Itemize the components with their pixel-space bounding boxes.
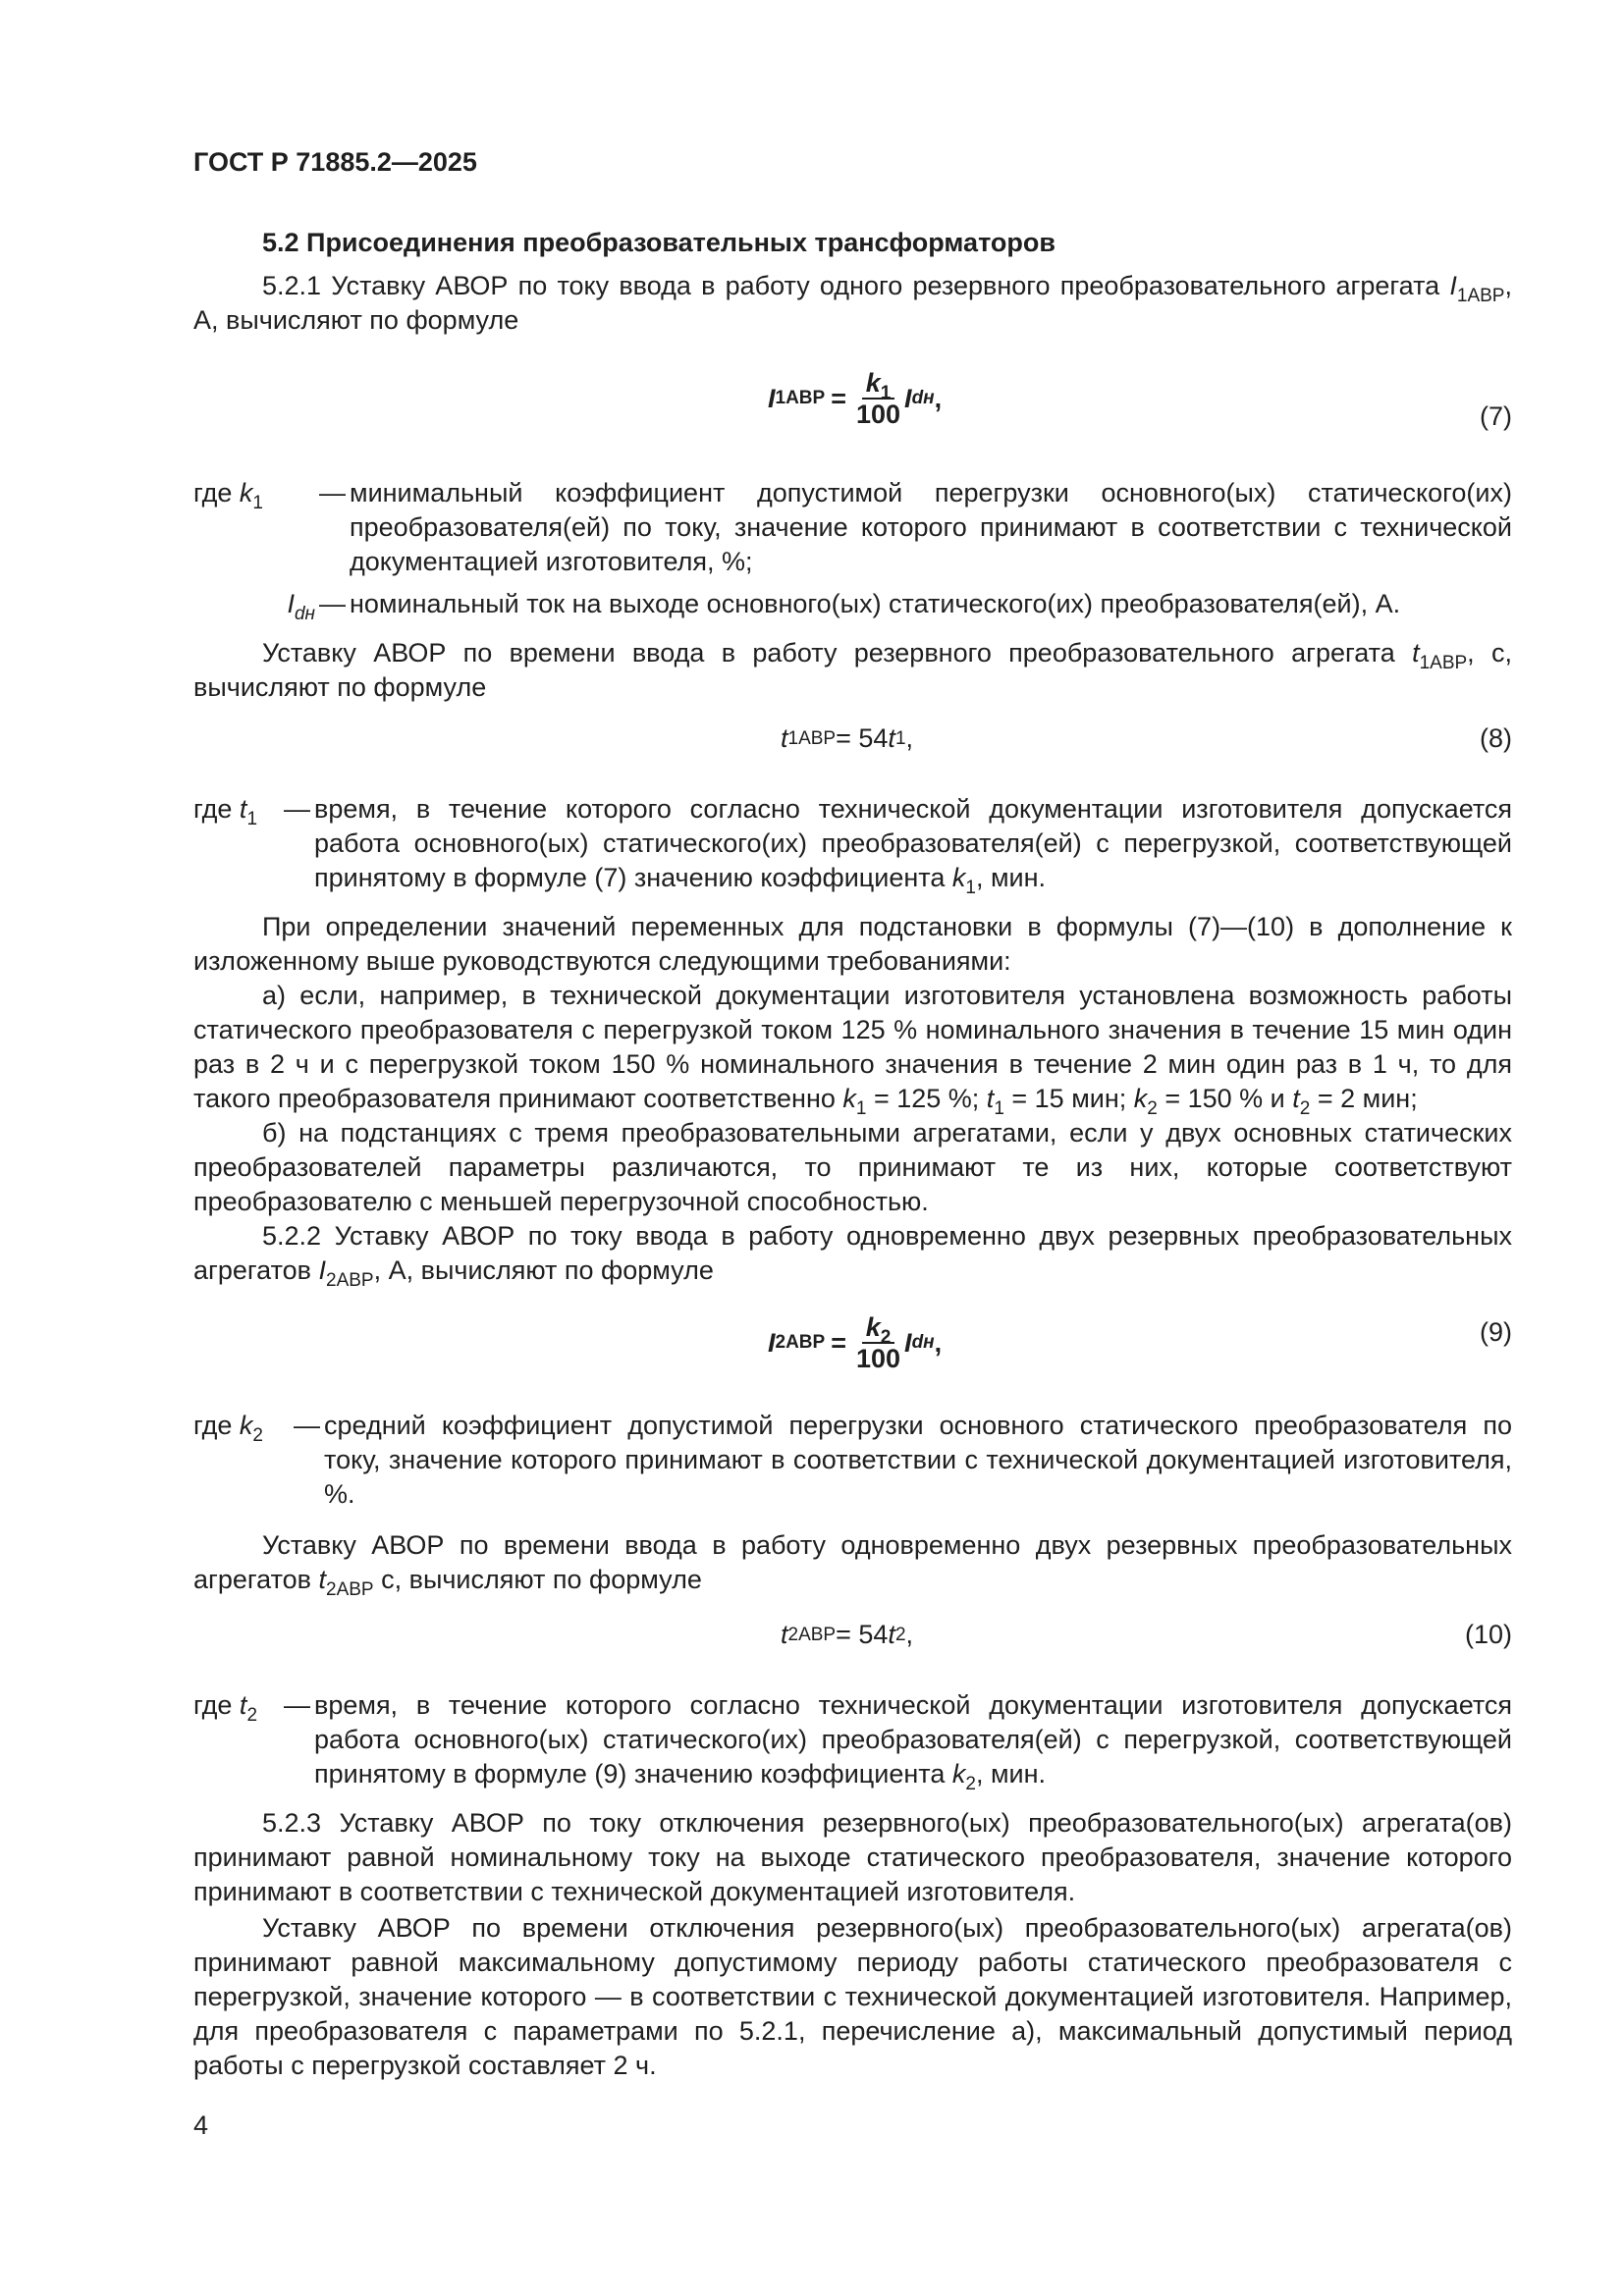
paragraph-time-1: Уставку АВОР по времени ввода в работу резервного преобразовательного агрегата $t_{1АВР}$, с, вычисляют по формуле bbox=[193, 638, 1512, 702]
paragraph-5-2-2: 5.2.2 Уставку АВОР по току ввода в работу одновременно двух резервных преобразовательных агрегатов $I_{2АВР}$, А, вычисляют по формуле bbox=[193, 1221, 1512, 1291]
where-block-9: где $k_2$ — средний коэффициент допустимой перегрузки основного статического преобразователя по току, значение которого принимают в соответствии с технической документацией изготовителя, %. bbox=[193, 1411, 1512, 1509]
section-title: 5.2 Присоединения преобразовательных трансформаторов bbox=[262, 228, 1056, 257]
formula-number-10: (10) bbox=[1464, 1620, 1512, 1649]
formula-8: t 1АВР = 54 t 1 , (8) bbox=[781, 723, 1512, 753]
where-block-8: где $t_1$ — время, в течение которого согласно технической документации изготовителя допускается работа основного(ых) статического(их) преобразователя(ей) с перегрузкой, соответствующей принятому в формуле (7) значению коэффициента $k_1$, мин. bbox=[193, 794, 1512, 898]
paragraph-5-2-1: 5.2.1 Уставку АВОР по току ввода в работу одного резервного преобразовательного агрегата $I_{1АВР}$, А, вычисляют по формуле bbox=[193, 271, 1512, 335]
formula-10: t 2АВР = 54 t 2 , (10) bbox=[781, 1620, 1512, 1649]
fraction: $\frac{k_2}{100}$ bbox=[855, 1312, 901, 1373]
formula-number-9: (9) bbox=[1480, 1317, 1512, 1347]
page-number: 4 bbox=[193, 2110, 209, 2140]
formula-7: I 1АВР = $\frac{k_1}{100}$ I dн , (7) bbox=[768, 368, 1512, 431]
paragraph-final: Уставку АВОР по времени отключения резервного(ых) преобразовательного(ых) агрегата(ов) принимают равной максимальному допустимому периоду работы статического преобразователя с перегрузкой, значение которого — в соответствии с технической документацией изготовителя. Например, для преобразователя с параметрами по 5.2.1, перечисление а), максимальный допустимый период работы с перегрузкой составляет 2 ч. bbox=[193, 1913, 1512, 2080]
list-item-b: б) на подстанциях с тремя преобразовательными агрегатами, если у двух основных статических преобразователей параметры различаются, то принимают те из них, которые соответствуют преобразователю с меньшей перегрузочной способностью. bbox=[193, 1118, 1512, 1216]
paragraph-5-2-3: 5.2.3 Уставку АВОР по току отключения резервного(ых) преобразовательного(ых) агрегата(ов) принимают равной номинальному току на выходе статического преобразователя, значение которого принимают в соответствии с технической документацией изготовителя. bbox=[193, 1808, 1512, 1906]
fraction: $\frac{k_1}{100}$ bbox=[855, 368, 901, 429]
formula-number-8: (8) bbox=[1480, 723, 1512, 753]
formula-9: I 2АВР = $\frac{k_2}{100}$ I dн , (9) bbox=[768, 1312, 1512, 1373]
paragraph-time-2: Уставку АВОР по времени ввода в работу одновременно двух резервных преобразовательных агрегатов $t_{2АВР}$ с, вычисляют по формуле bbox=[193, 1530, 1512, 1600]
list-item-a: а) если, например, в технической документации изготовителя установлена возможность работы статического преобразователя с перегрузкой током 125 % номинального значения в течение 15 мин один раз в 2 ч и с перегрузкой током 150 % номинального значения в течение 2 мин один раз в 1 ч, то для такого преобразователя принимают соответственно $k_1 = 125$ %; $t_1 = 15$ мин; $k_2 = 150$ % и $t_2 = 2$ мин; bbox=[193, 981, 1512, 1119]
paragraph-variables: При определении значений переменных для подстановки в формулы (7)—(10) в дополнение к изложенному выше руководствуются следующими требованиями: bbox=[193, 912, 1512, 976]
where-block-7: где $k_1$ — минимальный коэффициент допустимой перегрузки основного(ых) статического(их) преобразователя(ей) по току, значение которого принимают в соответствии с технической документацией изготовителя, %; $I_{dн}$ — номинальный ток на выходе основного(ых) статического(их) преобразователя(ей), А. bbox=[193, 478, 1512, 624]
standard-code: ГОСТ Р 71885.2—2025 bbox=[193, 147, 477, 177]
where-block-10: где $t_2$ — время, в течение которого согласно технической документации изготовителя допускается работа основного(ых) статического(их) преобразователя(ей) с перегрузкой, соответствующей принятому в формуле (9) значению коэффициента $k_2$, мин. bbox=[193, 1690, 1512, 1794]
formula-number-7: (7) bbox=[1480, 401, 1512, 431]
